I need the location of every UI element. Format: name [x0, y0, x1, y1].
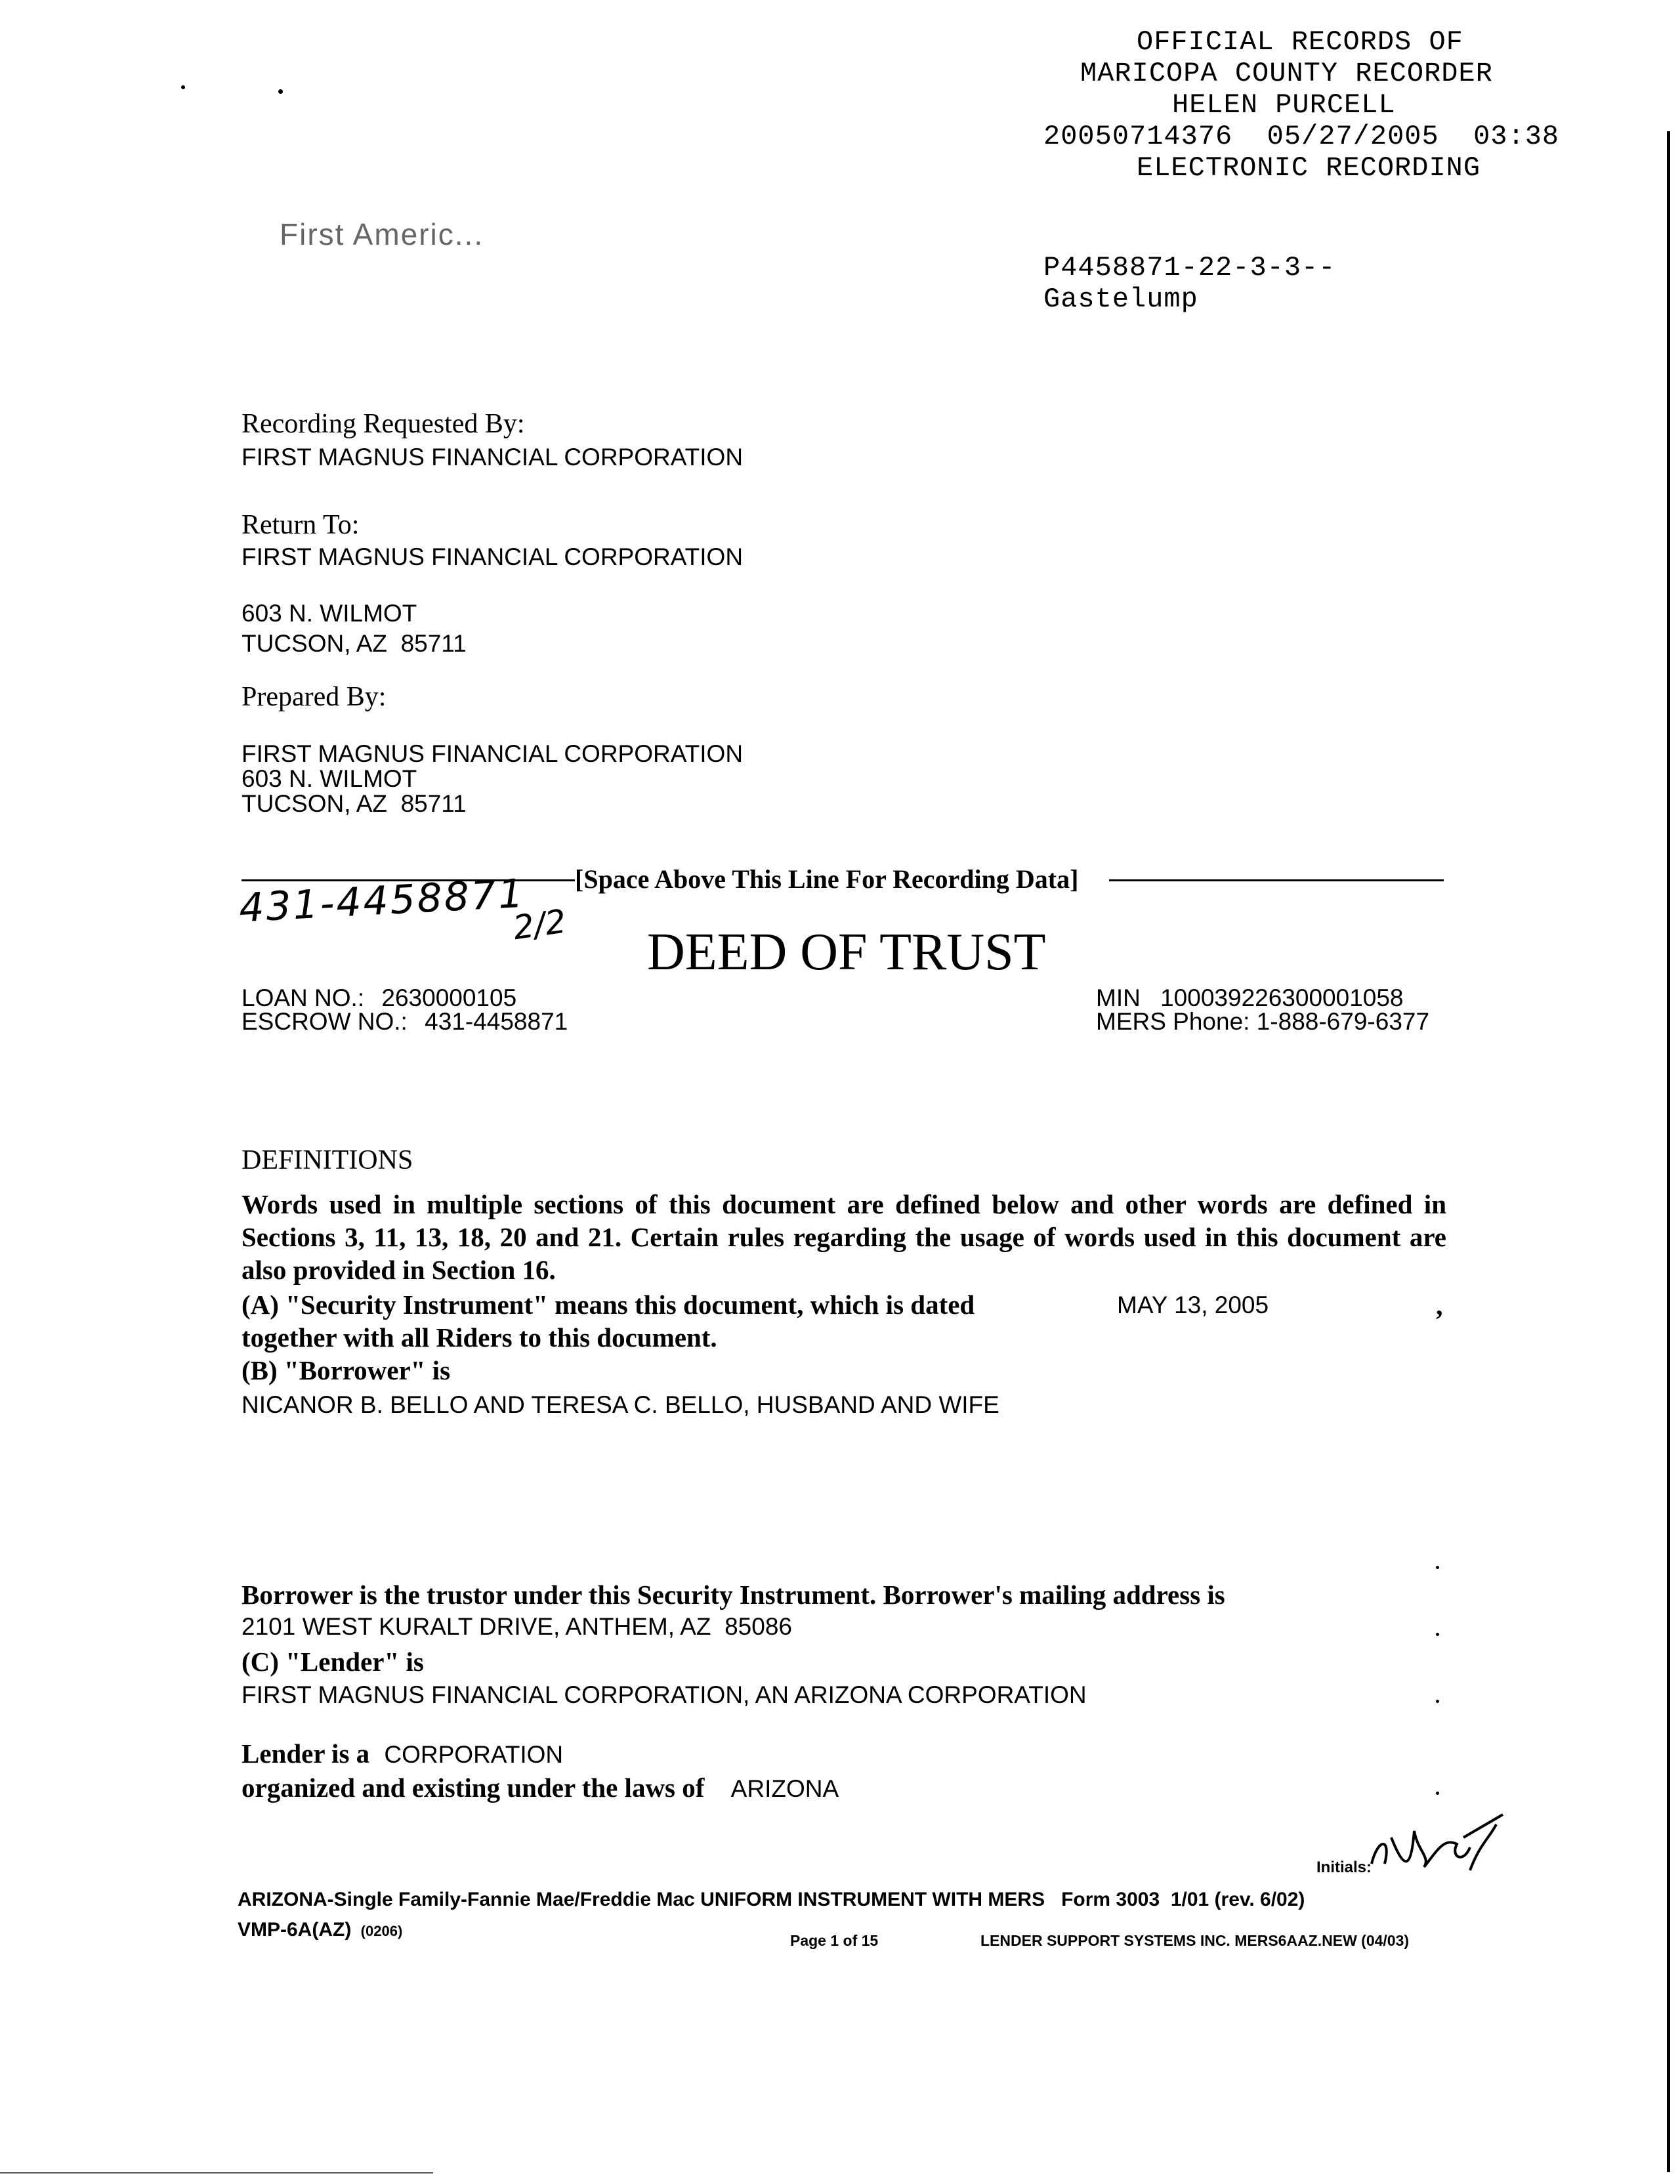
borrower-address: 2101 WEST KURALT DRIVE, ANTHEM, AZ 85086: [242, 1613, 792, 1640]
definitions-paragraph: [242, 1188, 1446, 1286]
handwritten-fraction: 2/2: [511, 902, 569, 948]
borrower-names: NICANOR B. BELLO AND TERESA C. BELLO, HUSBAND AND WIFE: [242, 1391, 999, 1418]
footer-vmp-code: (0206): [360, 1923, 403, 1939]
min-value: 100039226300001058: [1160, 984, 1404, 1011]
recorder-header: [1043, 26, 1634, 184]
recorder-ref-1: P4458871-22-3-3--: [1043, 252, 1336, 284]
borrower-trustor-line: Borrower is the trustor under this Security Instrument. Borrower's mailing address is: [242, 1580, 1225, 1610]
recording-requested-label: Recording Requested By:: [242, 409, 525, 439]
lender-is-a-label: Lender is a: [242, 1738, 370, 1769]
footer-vmp: VMP-6A(AZ): [238, 1919, 352, 1941]
footer-page-number: Page 1 of 15: [790, 1932, 879, 1949]
scan-speck: [278, 89, 283, 94]
margin-dot: [1436, 1700, 1439, 1703]
document-title: DEED OF TRUST: [647, 923, 1046, 981]
recording-data-rule-right: [1109, 879, 1444, 881]
recorder-line-2: MARICOPA COUNTY RECORDER: [1080, 58, 1493, 89]
organized-row: [242, 1772, 839, 1803]
footer-form-line: ARIZONA-Single Family-Fannie Mae/Freddie Mac UNIFORM INSTRUMENT WITH MERS Form 3003 1/01 (rev. 6/02): [238, 1889, 1305, 1910]
scan-speck: [181, 85, 185, 89]
return-to-address-2: TUCSON, AZ 85711: [242, 630, 467, 657]
definition-a-line-2: together with all Riders to this document.: [242, 1322, 717, 1353]
return-to-address-1: 603 N. WILMOT: [242, 600, 417, 627]
definitions-line-3: also provided in Section 16.: [242, 1255, 556, 1285]
margin-dot: [1436, 1633, 1439, 1636]
margin-dot: [1436, 1566, 1439, 1569]
initials-signature: [1365, 1811, 1509, 1883]
definitions-line-1: Words used in multiple sections of this document are defined below and other words are defined in: [242, 1189, 1446, 1219]
recording-requested-name: FIRST MAGNUS FINANCIAL CORPORATION: [242, 444, 744, 471]
definition-b-line: (B) "Borrower" is: [242, 1355, 451, 1385]
recorder-reference: [1043, 252, 1335, 315]
lender-name: FIRST MAGNUS FINANCIAL CORPORATION, AN ARIZONA CORPORATION: [242, 1681, 1087, 1708]
prepared-by-label: Prepared By:: [242, 682, 387, 712]
margin-dot: [1436, 1792, 1439, 1795]
recorder-line-4: 20050714376 05/27/2005 03:38: [1043, 121, 1560, 152]
definition-c-line: (C) "Lender" is: [242, 1647, 424, 1677]
prepared-by-name: FIRST MAGNUS FINANCIAL CORPORATION: [242, 740, 744, 767]
recorder-line-3: HELEN PURCELL: [1172, 89, 1396, 121]
recorder-ref-2: Gastelump: [1043, 284, 1198, 315]
space-above-line-label: [Space Above This Line For Recording Data]: [575, 864, 1079, 894]
return-to-name: FIRST MAGNUS FINANCIAL CORPORATION: [242, 543, 744, 570]
escrow-number-label: ESCROW NO.:: [242, 1008, 408, 1035]
faded-stamp: First Americ...: [280, 217, 484, 251]
footer-vmp-row: [238, 1919, 402, 1941]
lender-type-value: CORPORATION: [384, 1741, 564, 1768]
recorder-line-5: ELECTRONIC RECORDING: [1137, 152, 1481, 184]
mers-phone: MERS Phone: 1-888-679-6377: [1096, 1008, 1430, 1035]
definitions-heading: DEFINITIONS: [242, 1145, 413, 1175]
loan-number-label: LOAN NO.:: [242, 984, 365, 1011]
definition-a-date: MAY 13, 2005: [1117, 1292, 1269, 1318]
scan-edge-right: [1667, 131, 1670, 2172]
lender-type-row: [242, 1738, 563, 1769]
prepared-by-address-1: 603 N. WILMOT: [242, 765, 417, 792]
footer-lender-support: LENDER SUPPORT SYSTEMS INC. MERS6AAZ.NEW (04/03): [980, 1932, 1410, 1949]
min-label: MIN: [1096, 984, 1141, 1011]
escrow-number-row: [242, 1008, 568, 1036]
organized-label: organized and existing under the laws of: [242, 1773, 705, 1803]
definition-a-line: (A) "Security Instrument" means this document, which is dated: [242, 1290, 975, 1320]
definitions-line-2: Sections 3, 11, 13, 18, 20 and 21. Certain rules regarding the usage of words used in this document are: [242, 1222, 1446, 1252]
scan-edge-bottom: [0, 2172, 433, 2174]
initials-label: Initials:: [1316, 1858, 1372, 1876]
definition-a-comma: ,: [1436, 1291, 1443, 1321]
prepared-by-address-2: TUCSON, AZ 85711: [242, 790, 467, 817]
return-to-label: Return To:: [242, 510, 360, 540]
handwritten-escrow-number: 431-4458871: [238, 870, 526, 932]
loan-number-value: 2630000105: [381, 984, 517, 1011]
escrow-number-value: 431-4458871: [425, 1008, 568, 1035]
recorder-line-1: OFFICIAL RECORDS OF: [1137, 26, 1463, 58]
organized-state: ARIZONA: [730, 1775, 839, 1802]
